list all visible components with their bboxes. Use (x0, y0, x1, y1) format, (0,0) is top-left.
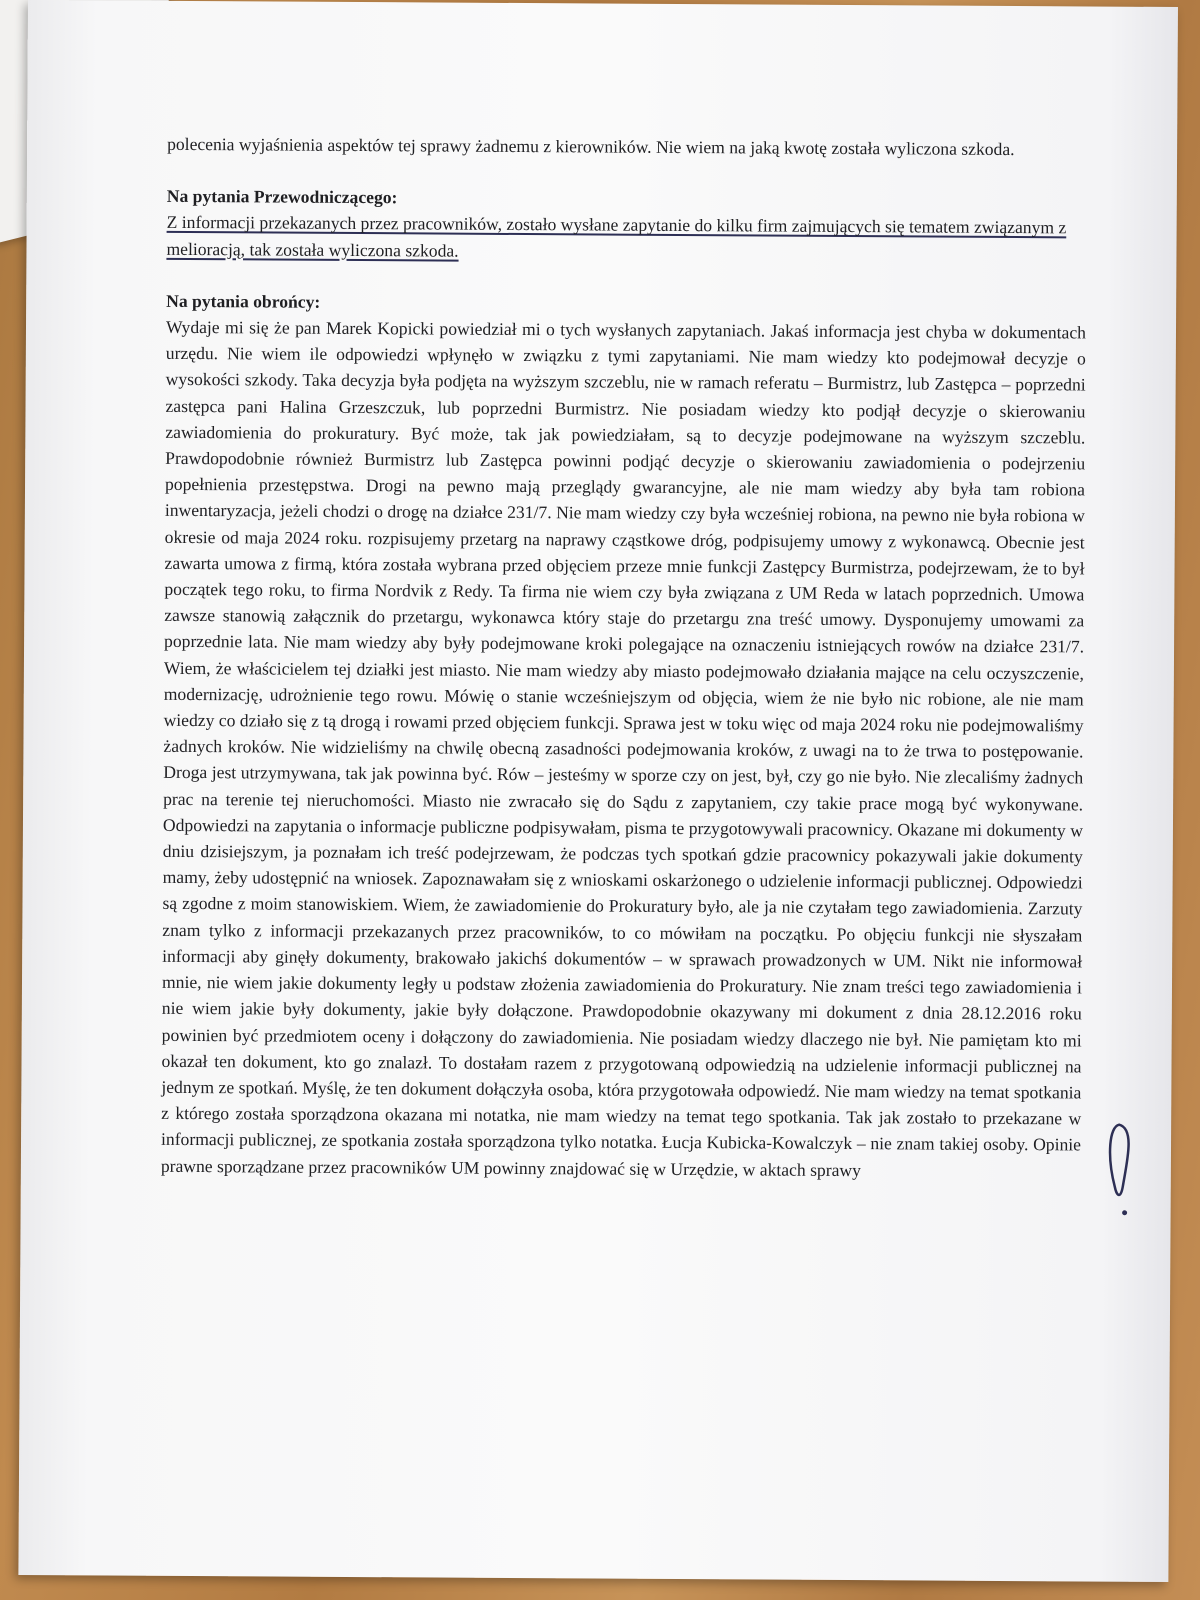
section-heading-chairman: Na pytania Przewodniczącego: (166, 186, 398, 208)
section-text-chairman: Z informacji przekazanych przez pracowników, zostało wysłane zapytanie do kilku firm zajmujących się tematem związanym z melioracją, tak została wyliczona szkoda. (166, 212, 1067, 261)
section-text-defense: Wydaje mi się że pan Marek Kopicki powiedział mi o tych wysłanych zapytaniach. Jakaś informacja jest chyba w dokumentach urzędu. Nie wiem ile odpowiedzi wpłynęło w związku z tymi zapytaniami. Nie mam wiedzy kto podejmował decyzje o wysokości szkody. Taka decyzja była podjęta na wyższym szczeblu, nie w ramach referatu – Burmistrz, lub Zastępca – poprzedni zastępca pani Halina Grzeszczuk, lub poprzedni Burmistrz. Nie posiadam wiedzy kto podjął decyzje o skierowaniu zawiadomienia do prokuratury. Być może, tak jak powiedziałam, są to decyzje podejmowane na wyższym szczeblu. Prawdopodobnie również Burmistrz lub Zastępca powinni podjąć decyzje o skierowaniu zawiadomienia o podejrzeniu popełnienia przestępstwa. Drogi na pewno mają przeglądy gwarancyjne, ale nie mam wiedzy aby była tam robiona inwentaryzacja, jeżeli chodzi o drogę na działce 231/7. Nie mam wiedzy czy była wcześniej robiona, na pewno nie była robiona w okresie od maja 2024 roku. rozpisujemy przetarg na naprawy cząstkowe dróg, podpisujemy umowy z wykonawcą. Obecnie jest zawarta umowa z firmą, która została wybrana przed objęciem przeze mnie funkcji Zastępcy Burmistrza, podejrzewam, że to był początek tego roku, to firma Nordvik z Redy. Ta firma nie wiem czy była związana z UM Reda w latach poprzednich. Umowa zawsze stanowią załącznik do przetargu, wykonawca który staje do przetargu zna treść umowy. Dysponujemy umowami za poprzednie lata. Nie mam wiedzy aby były podejmowane kroki polegające na oznaczeniu istniejących rowów na działce 231/7. Wiem, że właścicielem tej działki jest miasto. Nie mam wiedzy aby miasto podejmowało działania mające na celu oczyszczenie, modernizację, udrożnienie tego rowu. Mówię o stanie wcześniejszym od objęcia, wiem że nie było nic robione, ale nie mam wiedzy co działo się z tą drogą i rowami przed objęciem funkcji. Sprawa jest w toku więc od maja 2024 roku nie podejmowaliśmy żadnych kroków. Nie widzieliśmy na chwilę obecną zasadności podejmowania kroków, z uwagi na to że trwa to postępowanie. Droga jest utrzymywana, tak jak powinna być. Rów – jesteśmy w sporze czy on jest, był, czy go nie było. Nie zlecaliśmy żadnych prac na terenie tej nieruchomości. Miasto nie zwracało się do Sądu z zapytaniem, czy takie prace mogą być wykonywane. Odpowiedzi na zapytania o informacje publiczne podpisywałam, pisma te przygotowywali pracownicy. Okazane mi dokumenty w dniu dzisiejszym, ja poznałam ich treść podejrzewam, że podczas tych spotkań gdzie pracownicy pokazywali jakie dokumenty mamy, żeby udostępnić na wniosek. Zapoznawałam się z wnioskami oskarżonego o udzielenie informacji publicznej. Odpowiedzi są zgodne z moim stanowiskiem. Wiem, że zawiadomienie do Prokuratury było, ale ja nie czytałam tego zawiadomienia. Zarzuty znam tylko z informacji przekazanych przez pracowników, to co mówiłam na początku. Po objęciu funkcji nie słyszałam informacji aby ginęły dokumenty, brakowało jakichś dokumentów – w sprawach prowadzonych w UM. Nikt nie informował mnie, nie wiem jakie dokumenty legły u podstaw złożenia zawiadomienia do Prokuratury. Nie znam treści tego zawiadomienia i nie wiem jakie były dokumenty, jakie były dołączone. Prawdopodobnie okazywany mi dokument z dnia 28.12.2016 roku powinien być przedmiotem oceny i dołączony do zawiadomienia. Nie posiadam wiedzy dlaczego nie był. Nie pamiętam kto mi okazał ten dokument, kto go znalazł. To dostałam razem z przygotowaną odpowiedzią na udzielenie informacji publicznej na jednym ze spotkań. Myślę, że ten dokument dołączyła osoba, która przygotowała odpowiedź. Nie mam wiedzy na temat spotkania z którego została sporządzona okazana mi notatka, nie mam wiedzy na temat tego spotkania. Tak jak zostało to przekazane w informacji publicznej, ze spotkania została sporządzona tylko notatka. Łucja Kubicka-Kowalczyk – nie znam takiej osoby. Opinie prawne sporządzane przez pracowników UM powinny znajdować się w Urzędzie, w aktach sprawy (160, 316, 1087, 1180)
exclamation-mark-annotation (1101, 1117, 1152, 1227)
document-page (18, 0, 1178, 1582)
section-heading-defense: Na pytania obrońcy: (166, 290, 321, 312)
intro-paragraph: polecenia wyjaśnienia aspektów tej sprawy żadnemu z kierowników. Nie wiem na jaką kwotę została wyliczona szkoda. (167, 133, 1015, 160)
document-body (161, 131, 1087, 1184)
